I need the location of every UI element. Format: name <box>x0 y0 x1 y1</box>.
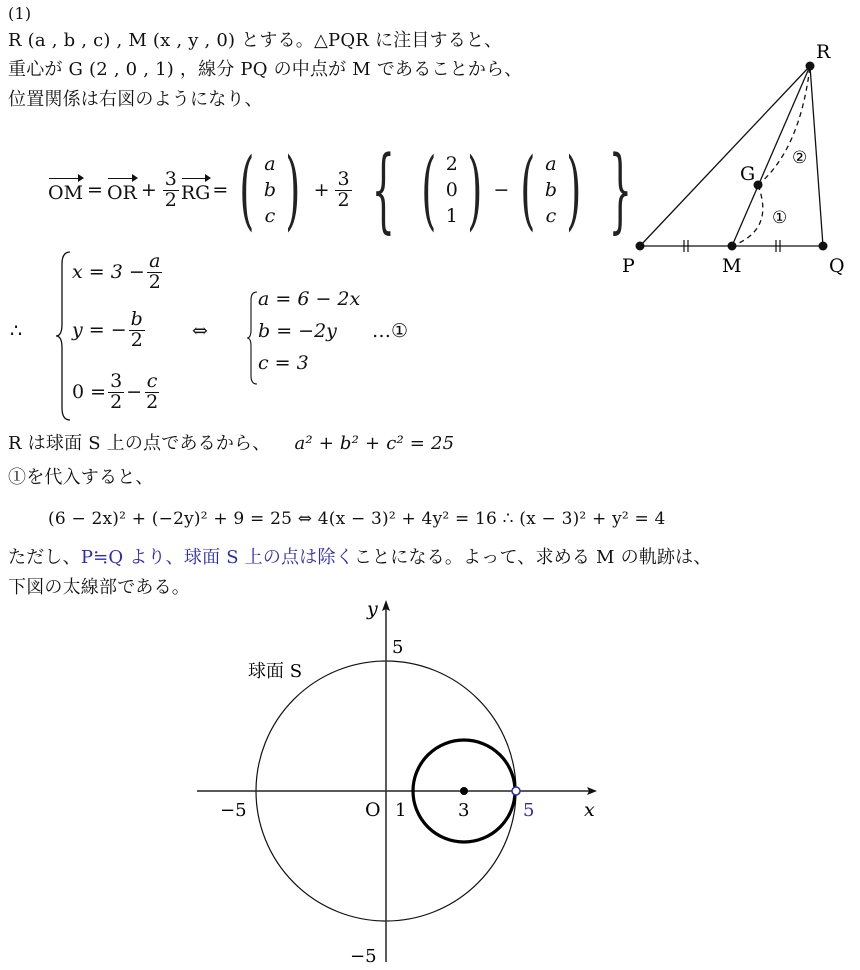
system-eq-3: 0 = $\frac{3}{2}$ − $\frac{c}{2}$ <box>72 370 159 413</box>
text-substitute: ①を代入すると、 <box>8 467 154 488</box>
label-q: Q <box>829 255 845 277</box>
text-note: ただし、P≒Q より、球面 S 上の点は除くことになる。よって、求める M の軌跡は、 <box>8 547 712 568</box>
center-point <box>460 787 468 795</box>
sphere-equation: a² + b² + c² = 25 <box>294 433 455 454</box>
therefore-symbol: ∴ <box>10 320 23 342</box>
ratio-label-1: ① <box>772 208 788 228</box>
coef-fraction-2: $\frac{3}{2}$ <box>337 167 350 211</box>
tick-x-1: 1 <box>395 800 407 821</box>
point-m <box>728 242 737 251</box>
sphere-label: 球面 S <box>248 661 303 682</box>
point-r <box>806 62 815 71</box>
vector-equation: OM = OR + $\frac{3}{2}$ RG = ( a b c ) + $\frac{3}{2}$ { ( 2 0 1 ) − ( a b c ) } <box>48 136 632 243</box>
vector-om: OM <box>48 176 83 204</box>
system-eq-2: y = − $\frac{b}{2}$ <box>72 308 143 351</box>
text-line-3: 位置関係は右図のようになり、 <box>8 89 263 110</box>
system-right-2: b = −2y <box>258 320 337 342</box>
point-p <box>636 242 645 251</box>
column-vector-r-2: ( a b c ) <box>520 140 582 240</box>
label-p: P <box>622 255 635 277</box>
tick-y-neg5: −5 <box>350 946 377 967</box>
text-result-equation: (6 − 2x)² + (−2y)² + 9 = 25 ⇔ 4(x − 3)² + 4y² = 16 ∴ (x − 3)² + y² = 4 <box>48 509 666 529</box>
coef-fraction: $\frac{3}{2}$ <box>164 167 177 211</box>
column-vector-r: ( a b c ) <box>239 140 301 240</box>
label-m: M <box>722 255 742 277</box>
vector-or: OR <box>107 176 137 204</box>
text-line-1: R (a , b , c) , M (x , y , 0) とする。△PQR に注目すると、 <box>8 30 503 51</box>
y-axis-label: y <box>367 598 378 620</box>
highlight-exclusion: P≒Q より、球面 S 上の点は除く <box>80 547 354 568</box>
point-q <box>819 242 828 251</box>
text-sphere: R は球面 S 上の点であるから、 a² + b² + c² = 25 <box>8 433 455 454</box>
column-vector-g: ( 2 0 1 ) <box>421 140 483 240</box>
triangle-figure <box>0 0 860 300</box>
tick-x-5: 5 <box>523 800 535 821</box>
equation-tag-1: …① <box>372 320 409 342</box>
locus-graph <box>0 590 860 970</box>
ratio-label-2: ② <box>792 148 808 168</box>
vector-rg: RG <box>181 176 210 204</box>
system-right-3: c = 3 <box>258 352 309 374</box>
tick-y-5: 5 <box>392 637 404 658</box>
text-line-2: 重心が G (2 , 0 , 1) ，線分 PQ の中点が M であることから、 <box>8 59 523 80</box>
origin-label: O <box>365 799 381 821</box>
tick-x-neg5: −5 <box>220 800 247 821</box>
excluded-point <box>512 787 520 795</box>
x-axis-label: x <box>584 799 595 821</box>
label-r: R <box>816 41 831 63</box>
system-eq-1: x = 3 − $\frac{a}{2}$ <box>72 250 161 293</box>
iff-symbol: ⇔ <box>192 320 208 342</box>
tick-x-3: 3 <box>458 800 470 821</box>
section-label: (1) <box>8 4 32 23</box>
system-right-1: a = 6 − 2x <box>258 288 361 310</box>
label-g: G <box>740 163 756 185</box>
text-last: 下図の太線部である。 <box>8 577 190 598</box>
